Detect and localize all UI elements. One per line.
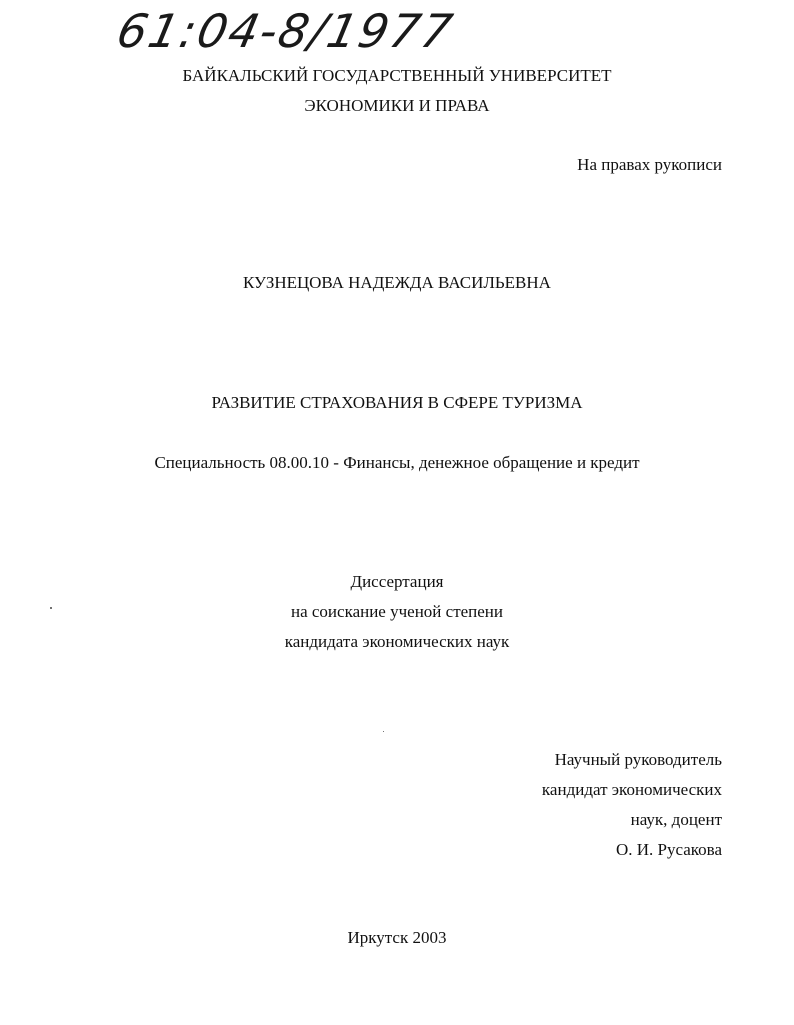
- dissertation-line-1: Диссертация: [350, 572, 444, 591]
- dissertation-title: РАЗВИТИЕ СТРАХОВАНИЯ В СФЕРЕ ТУРИЗМА: [211, 393, 583, 412]
- dissertation-line-2: на соискание ученой степени: [290, 602, 504, 621]
- scan-speck: [383, 731, 384, 732]
- dissertation-line-3: кандидата экономических наук: [284, 632, 510, 651]
- supervisor-line-4: О. И. Русакова: [615, 840, 722, 859]
- supervisor-line-2: кандидат экономических: [541, 780, 722, 799]
- scan-speck: [50, 607, 52, 609]
- manuscript-note: На правах рукописи: [577, 155, 722, 174]
- supervisor-line-3: наук, доцент: [630, 810, 722, 829]
- supervisor-line-1: Научный руководитель: [554, 750, 722, 769]
- author-name: КУЗНЕЦОВА НАДЕЖДА ВАСИЛЬЕВНА: [243, 273, 551, 292]
- place-and-year: Иркутск 2003: [347, 928, 447, 947]
- university-name-line-1: БАЙКАЛЬСКИЙ ГОСУДАРСТВЕННЫЙ УНИВЕРСИТЕТ: [182, 66, 612, 85]
- specialty-line: Специальность 08.00.10 - Финансы, денежное обращение и кредит: [154, 453, 640, 472]
- university-name-line-2: ЭКОНОМИКИ И ПРАВА: [304, 96, 490, 115]
- handwritten-archive-code: 61:04-8/1977: [112, 4, 459, 58]
